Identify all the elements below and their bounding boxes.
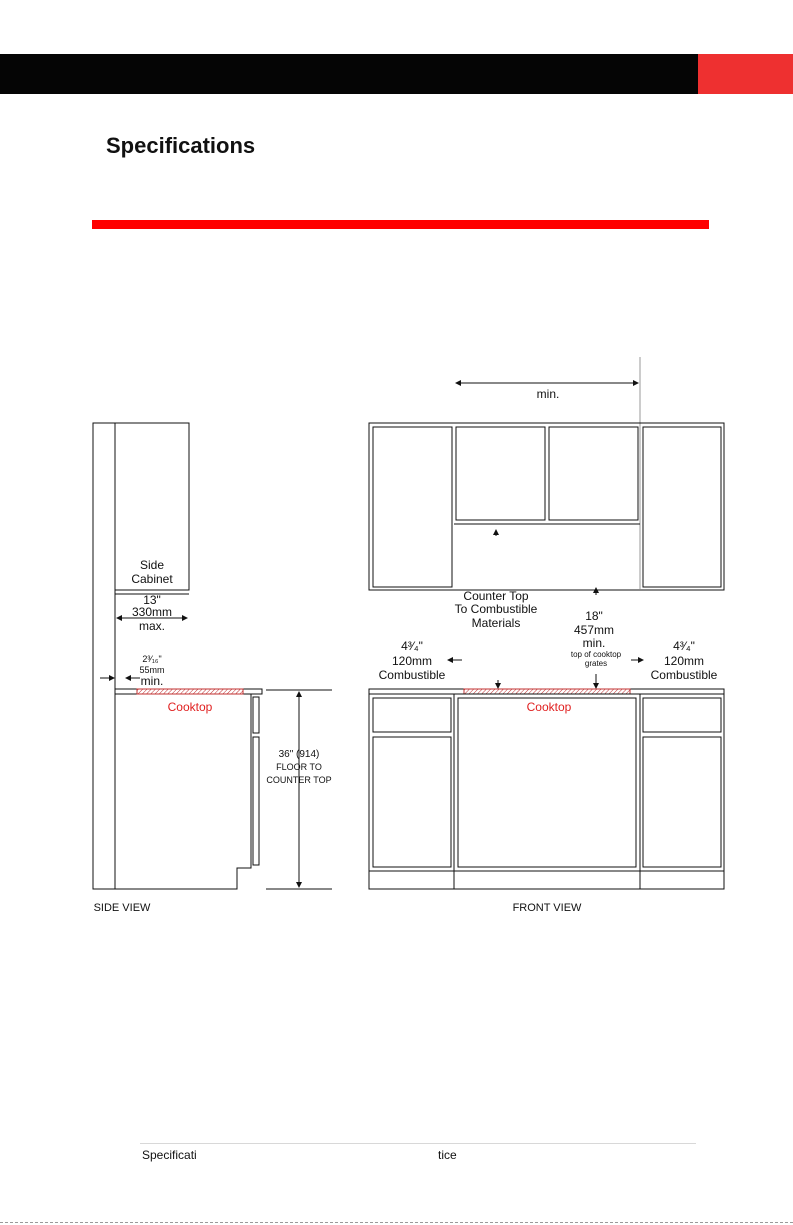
front-left-drawer <box>373 698 451 732</box>
front-right-label-3: Combustible <box>650 668 718 682</box>
front-center-door <box>458 698 636 867</box>
front-upper-cabinets <box>369 423 724 590</box>
front-right-drawer <box>643 698 721 732</box>
side-height-label-3: COUNTER TOP <box>266 775 332 785</box>
side-depth-label-2: 330mm <box>131 605 173 619</box>
side-depth-label-1: 13" <box>143 593 161 607</box>
front-clearance-label-2: To Combustible <box>454 602 538 616</box>
front-width-label: min. <box>536 387 560 401</box>
front-height-label-3: min. <box>582 636 606 650</box>
side-cabinet-label-1: Side <box>139 558 165 572</box>
footer-left-text: Specificati <box>142 1148 197 1162</box>
front-left-label-2: 120mm <box>391 654 433 668</box>
side-base-cabinet <box>115 694 251 889</box>
front-cooktop-hatch <box>464 689 630 694</box>
front-right-label-2: 120mm <box>663 654 705 668</box>
side-view-label: SIDE VIEW <box>93 902 151 914</box>
side-offset-label-2: 55mm <box>139 665 165 675</box>
side-height-label-2: FLOOR TO <box>276 762 322 772</box>
front-left-label-3: Combustible <box>378 668 446 682</box>
footer-center-text: tice <box>438 1148 457 1162</box>
front-clearance-label-1: Counter Top <box>463 589 529 603</box>
front-grates-label-2: grates <box>584 659 608 668</box>
front-upper-left-door <box>373 427 452 587</box>
side-wall <box>93 423 115 889</box>
front-left-label-1: 4³⁄₄" <box>401 639 423 653</box>
page-title: Specifications <box>106 133 256 158</box>
side-view <box>93 423 332 889</box>
front-right-label-1: 4³⁄₄" <box>673 639 695 653</box>
side-offset-label-1: 2³⁄₁₆" <box>142 654 162 664</box>
title-divider <box>92 220 709 229</box>
side-door-front <box>253 737 259 865</box>
front-view-label: FRONT VIEW <box>512 902 582 914</box>
header-bar <box>0 54 793 94</box>
side-cooktop-hatch <box>137 689 243 694</box>
footer-divider <box>140 1143 696 1144</box>
front-clearance-label-3: Materials <box>471 616 521 630</box>
front-view <box>369 357 724 889</box>
side-depth-label-3: max. <box>138 619 166 633</box>
front-upper-mid-left-door <box>456 427 545 520</box>
side-drawer-front <box>253 697 259 733</box>
front-cooktop-label: Cooktop <box>526 700 572 714</box>
side-cooktop-label: Cooktop <box>167 700 213 714</box>
front-upper-right-door <box>643 427 721 587</box>
front-grates-label-1: top of cooktop <box>570 650 622 659</box>
page-bottom-edge <box>0 1222 793 1223</box>
side-height-label-1: 36" (914) <box>278 749 320 760</box>
front-right-door <box>643 737 721 867</box>
front-upper-mid-right-door <box>549 427 638 520</box>
side-cabinet-label-2: Cabinet <box>131 572 173 586</box>
header-accent-block <box>698 54 793 94</box>
front-left-door <box>373 737 451 867</box>
side-offset-label-3: min. <box>140 674 164 688</box>
front-base-cabinets <box>369 694 724 889</box>
front-height-label-2: 457mm <box>573 623 615 637</box>
front-height-label-1: 18" <box>585 609 603 623</box>
installation-diagram <box>0 350 793 920</box>
